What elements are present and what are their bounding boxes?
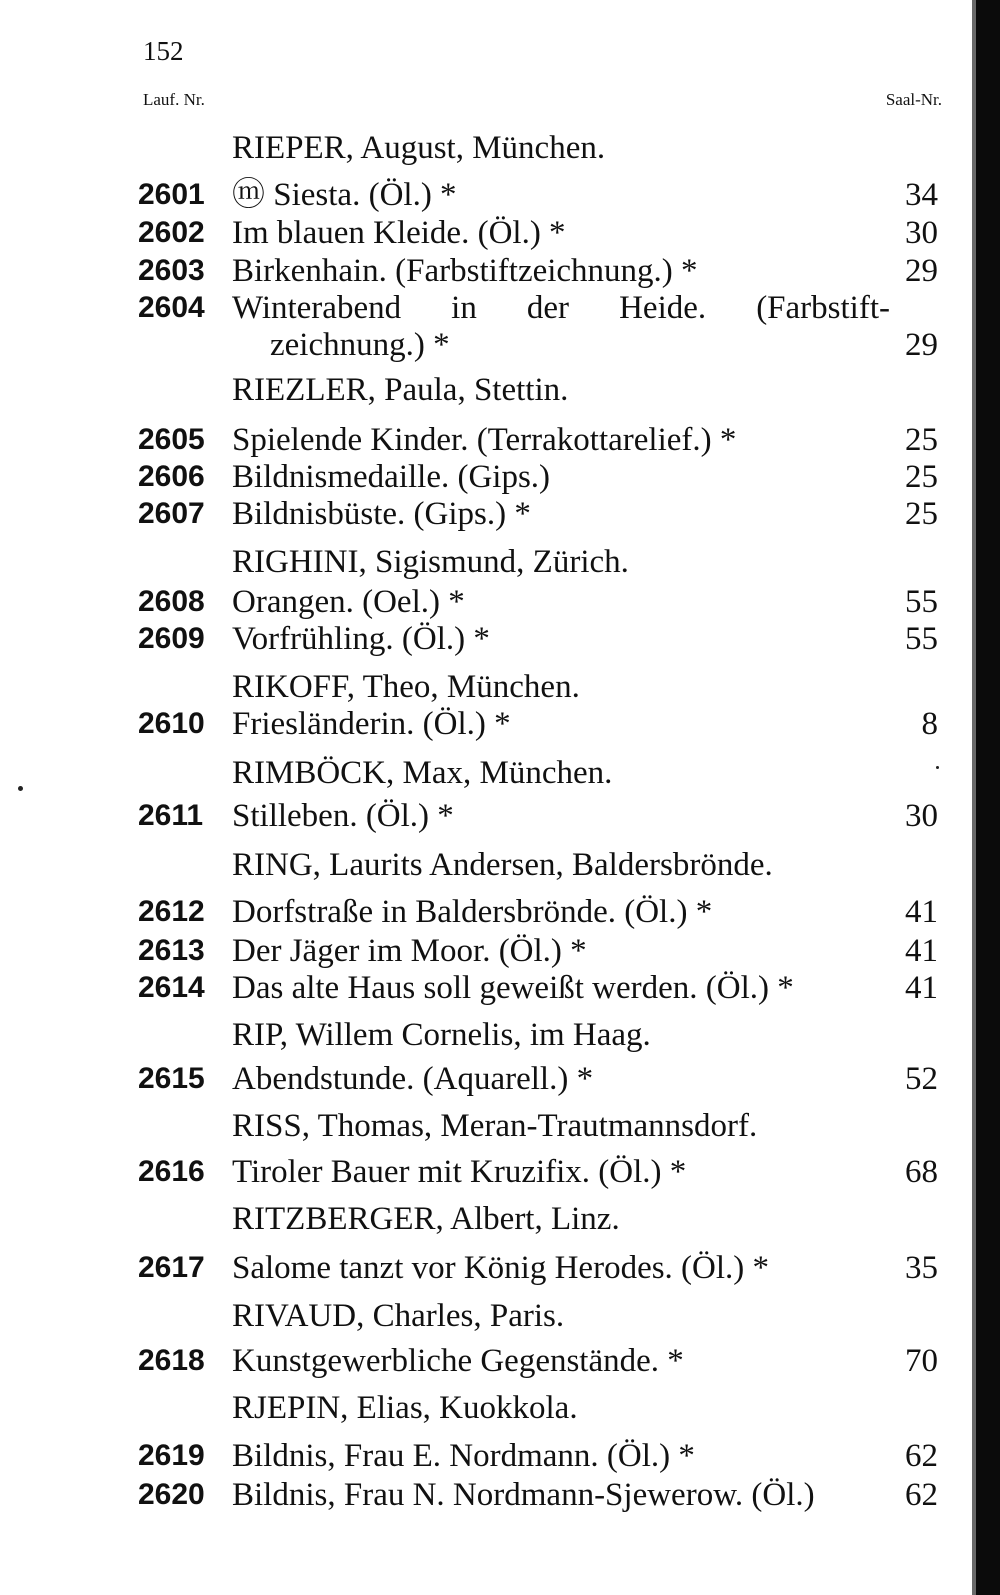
- hall-number: 52: [905, 1061, 938, 1097]
- hall-number: 30: [905, 798, 938, 834]
- artist-heading: [0, 755, 1000, 791]
- artist-heading: [0, 130, 1000, 166]
- page-edge: [976, 0, 1000, 1595]
- catalogue-entry: [0, 253, 1000, 289]
- hall-number: 41: [905, 894, 938, 930]
- running-number: 2614: [138, 971, 205, 1004]
- running-number: 2612: [138, 895, 205, 928]
- hall-number: 70: [905, 1343, 938, 1379]
- running-number: 2613: [138, 934, 205, 967]
- catalogue-entry: [0, 933, 1000, 969]
- hall-number: 35: [905, 1250, 938, 1286]
- artist-name: RIP, Willem Cornelis, im Haag.: [232, 1017, 651, 1053]
- running-number: 2602: [138, 216, 205, 249]
- catalogue-entry: [0, 459, 1000, 495]
- catalogue-entry: [0, 1477, 1000, 1513]
- work-title: ⓜ Siesta. (Öl.) *: [232, 177, 457, 213]
- artist-name: RIVAUD, Charles, Paris.: [232, 1298, 565, 1334]
- catalogue-entry: [0, 1061, 1000, 1097]
- running-number: 2608: [138, 585, 205, 618]
- work-title: Der Jäger im Moor. (Öl.) *: [232, 933, 587, 969]
- hall-number-header: Saal-Nr.: [885, 90, 942, 109]
- work-title: Bildnisbüste. (Gips.) *: [232, 496, 531, 532]
- artist-heading: [0, 1017, 1000, 1053]
- artist-name: RING, Laurits Andersen, Baldersbrönde.: [232, 847, 773, 883]
- artist-heading: [0, 1298, 1000, 1334]
- artist-heading: [0, 544, 1000, 580]
- work-title: Tiroler Bauer mit Kruzifix. (Öl.) *: [232, 1154, 687, 1190]
- running-number: 2601: [138, 178, 205, 211]
- catalogue-entry: [0, 215, 1000, 251]
- work-title: Birkenhain. (Farbstiftzeichnung.) *: [232, 253, 698, 289]
- work-title: Kunstgewerbliche Gegenstände. *: [232, 1343, 684, 1379]
- entry-continuation: [0, 327, 1000, 363]
- hall-number: 55: [905, 584, 938, 620]
- catalogue-entry: [0, 1438, 1000, 1474]
- hall-number: 29: [905, 253, 938, 289]
- catalogue-entry: [0, 290, 1000, 326]
- catalogue-entry: [0, 177, 1000, 213]
- work-title: Spielende Kinder. (Terrakottarelief.) *: [232, 422, 737, 458]
- hall-number: 41: [905, 933, 938, 969]
- catalogue-entry: [0, 584, 1000, 620]
- work-title: Bildnis, Frau N. Nordmann-Sjewerow. (Öl.): [232, 1477, 815, 1513]
- catalogue-entry: [0, 970, 1000, 1006]
- catalogue-entry: [0, 894, 1000, 930]
- work-title: Im blauen Kleide. (Öl.) *: [232, 215, 566, 251]
- hall-number: 30: [905, 215, 938, 251]
- catalogue-entry: [0, 706, 1000, 742]
- running-number: 2604: [138, 291, 205, 324]
- artist-name: RIKOFF, Theo, München.: [232, 669, 580, 705]
- catalogue-entry: [0, 798, 1000, 834]
- work-title: Stilleben. (Öl.) *: [232, 798, 454, 834]
- running-number: 2611: [138, 799, 204, 832]
- artist-name: RIEPER, August, München.: [232, 130, 606, 166]
- work-title: Winterabend in der Heide. (Farbstift-: [232, 290, 890, 326]
- work-title: Friesländerin. (Öl.) *: [232, 706, 511, 742]
- catalogue-entry: [0, 1343, 1000, 1379]
- catalogue-entry: [0, 621, 1000, 657]
- artist-name: RITZBERGER, Albert, Linz.: [232, 1201, 620, 1237]
- work-title: Bildnismedaille. (Gips.): [232, 459, 551, 495]
- hall-number: 25: [905, 459, 938, 495]
- hall-number: 29: [905, 327, 938, 363]
- work-title: Das alte Haus soll geweißt werden. (Öl.) *: [232, 970, 794, 1006]
- artist-heading: [0, 1390, 1000, 1426]
- artist-name: RIEZLER, Paula, Stettin.: [232, 372, 569, 408]
- hall-number: 68: [905, 1154, 938, 1190]
- work-title: Orangen. (Oel.) *: [232, 584, 465, 620]
- hall-number: 8: [921, 706, 938, 742]
- running-number: 2619: [138, 1439, 205, 1472]
- running-number: 2605: [138, 423, 205, 456]
- work-title: Abendstunde. (Aquarell.) *: [232, 1061, 594, 1097]
- running-number: 2607: [138, 497, 205, 530]
- artist-heading: [0, 372, 1000, 408]
- catalogue-entry: [0, 1154, 1000, 1190]
- artist-name: RISS, Thomas, Meran-Trautmannsdorf.: [232, 1108, 758, 1144]
- work-title: Salome tanzt vor König Herodes. (Öl.) *: [232, 1250, 770, 1286]
- page-number: 152: [143, 36, 184, 66]
- work-title: Vorfrühling. (Öl.) *: [232, 621, 490, 657]
- speck-mark: [18, 786, 23, 791]
- artist-name: RIMBÖCK, Max, München.: [232, 755, 613, 791]
- catalogue-entry: [0, 496, 1000, 532]
- hall-number: 55: [905, 621, 938, 657]
- running-number: 2610: [138, 707, 205, 740]
- running-number: 2620: [138, 1478, 205, 1511]
- artist-heading: [0, 1201, 1000, 1237]
- running-number: 2615: [138, 1062, 205, 1095]
- artist-heading: [0, 669, 1000, 705]
- artist-heading: [0, 1108, 1000, 1144]
- artist-name: RIGHINI, Sigismund, Zürich.: [232, 544, 629, 580]
- artist-name: RJEPIN, Elias, Kuokkola.: [232, 1390, 578, 1426]
- hall-number: 25: [905, 496, 938, 532]
- running-number: 2603: [138, 254, 205, 287]
- work-title: Bildnis, Frau E. Nordmann. (Öl.) *: [232, 1438, 695, 1474]
- running-number: 2617: [138, 1251, 205, 1284]
- catalogue-entry: [0, 1250, 1000, 1286]
- speck-mark: [936, 766, 939, 769]
- catalogue-entry: [0, 422, 1000, 458]
- hall-number: 25: [905, 422, 938, 458]
- work-title: zeichnung.) *: [270, 327, 450, 363]
- hall-number: 62: [905, 1477, 938, 1513]
- running-number-header: Lauf. Nr.: [143, 90, 205, 109]
- work-title: Dorfstraße in Baldersbrönde. (Öl.) *: [232, 894, 713, 930]
- hall-number: 41: [905, 970, 938, 1006]
- running-number: 2616: [138, 1155, 205, 1188]
- hall-number: 62: [905, 1438, 938, 1474]
- running-number: 2609: [138, 622, 205, 655]
- hall-number: 34: [905, 177, 938, 213]
- artist-heading: [0, 847, 1000, 883]
- running-number: 2606: [138, 460, 205, 493]
- running-number: 2618: [138, 1344, 205, 1377]
